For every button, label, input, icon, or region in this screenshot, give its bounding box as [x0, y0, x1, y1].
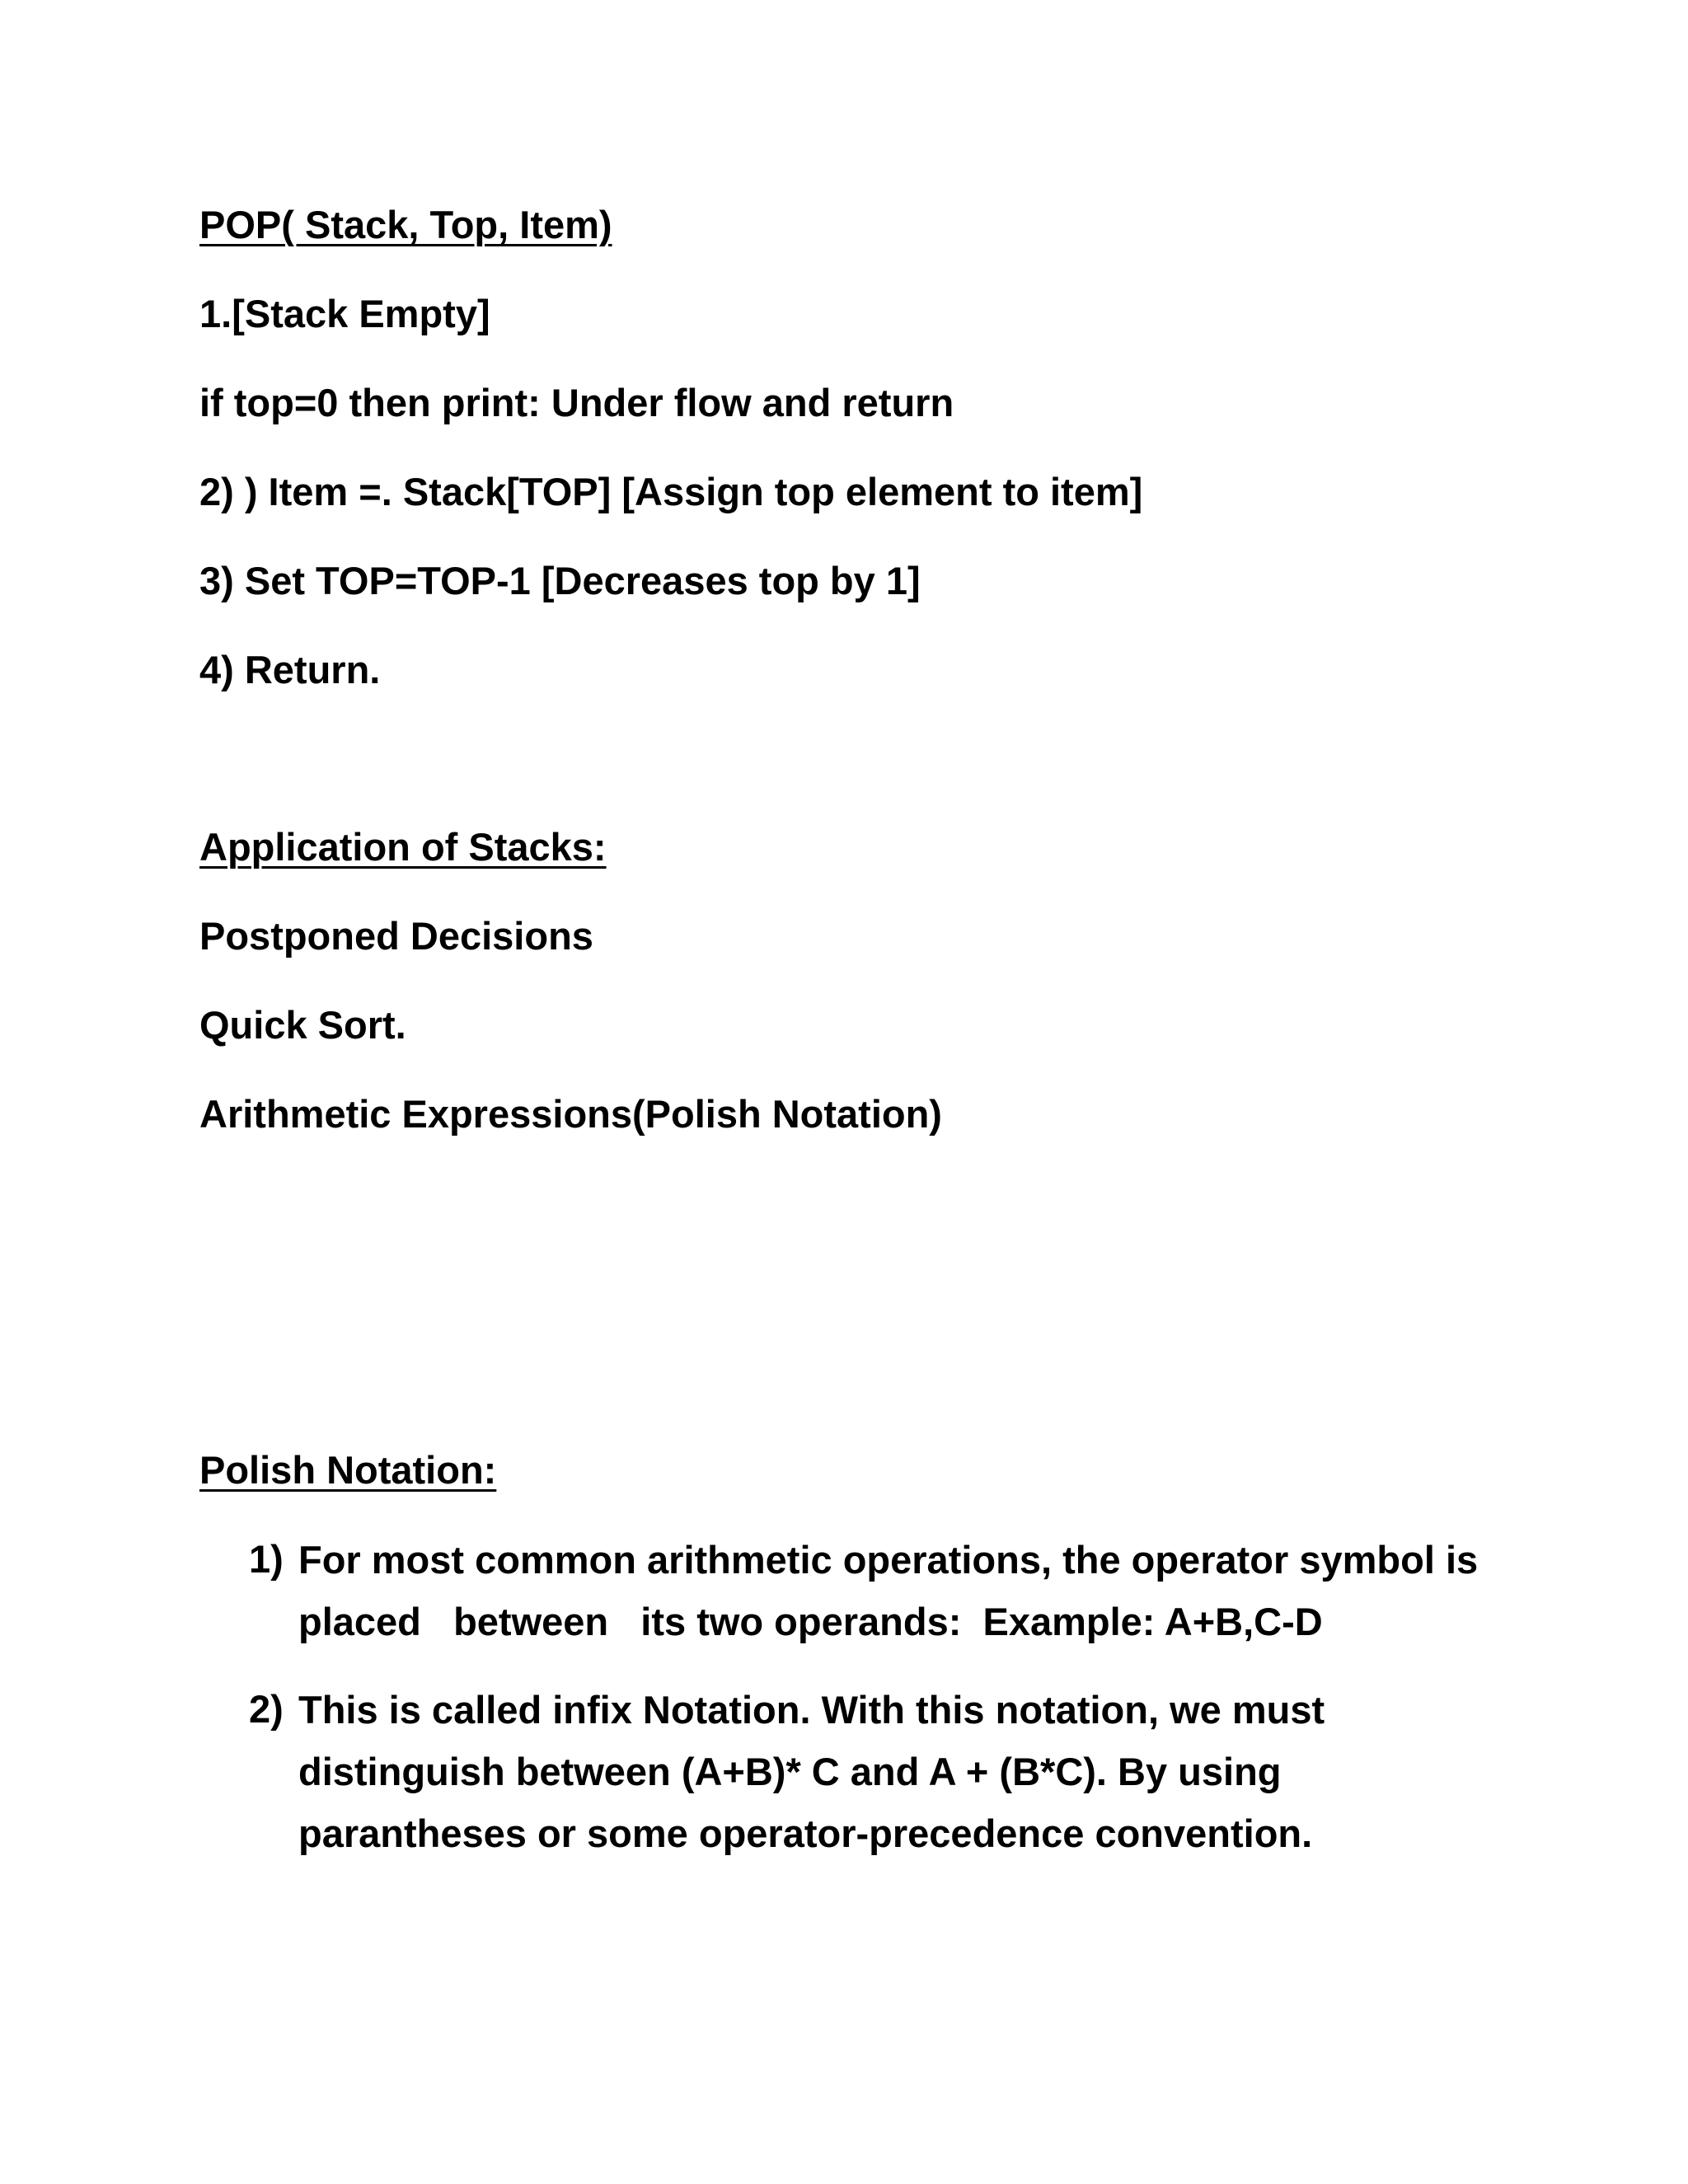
list-item-line: For most common arithmetic operations, the operator symbol is — [298, 1538, 1479, 1582]
pop-line-decrement-top: 3) Set TOP=TOP-1 [Decreases top by 1] — [199, 559, 921, 602]
list-item-text — [298, 1679, 1535, 1864]
pop-line-stack-empty: 1.[Stack Empty] — [199, 292, 490, 335]
list-number: 2) — [249, 1687, 284, 1731]
applications-heading: Application of Stacks: — [199, 825, 607, 869]
list-item-line: parantheses or some operator-precedence convention. — [298, 1811, 1313, 1855]
list-item-line: placed between its two operands: Example: A+B,C-D — [298, 1600, 1323, 1643]
pop-line-underflow-check: if top=0 then print: Under flow and return — [199, 381, 954, 424]
application-item: Postponed Decisions — [199, 914, 593, 958]
list-number: 1) — [249, 1537, 284, 1581]
pop-line-assign-item: 2) ) Item =. Stack[TOP] [Assign top element to item] — [199, 470, 1143, 513]
application-item: Arithmetic Expressions(Polish Notation) — [199, 1092, 942, 1136]
list-item-text — [298, 1529, 1535, 1652]
pop-line-return: 4) Return. — [199, 648, 381, 691]
polish-heading: Polish Notation: — [199, 1448, 497, 1492]
application-item: Quick Sort. — [199, 1003, 406, 1047]
pop-heading: POP( Stack, Top, Item) — [199, 203, 612, 246]
list-item-line: This is called infix Notation. With this notation, we must — [298, 1688, 1325, 1732]
list-item-line: distinguish between (A+B)* C and A + (B*C). By using — [298, 1750, 1282, 1793]
